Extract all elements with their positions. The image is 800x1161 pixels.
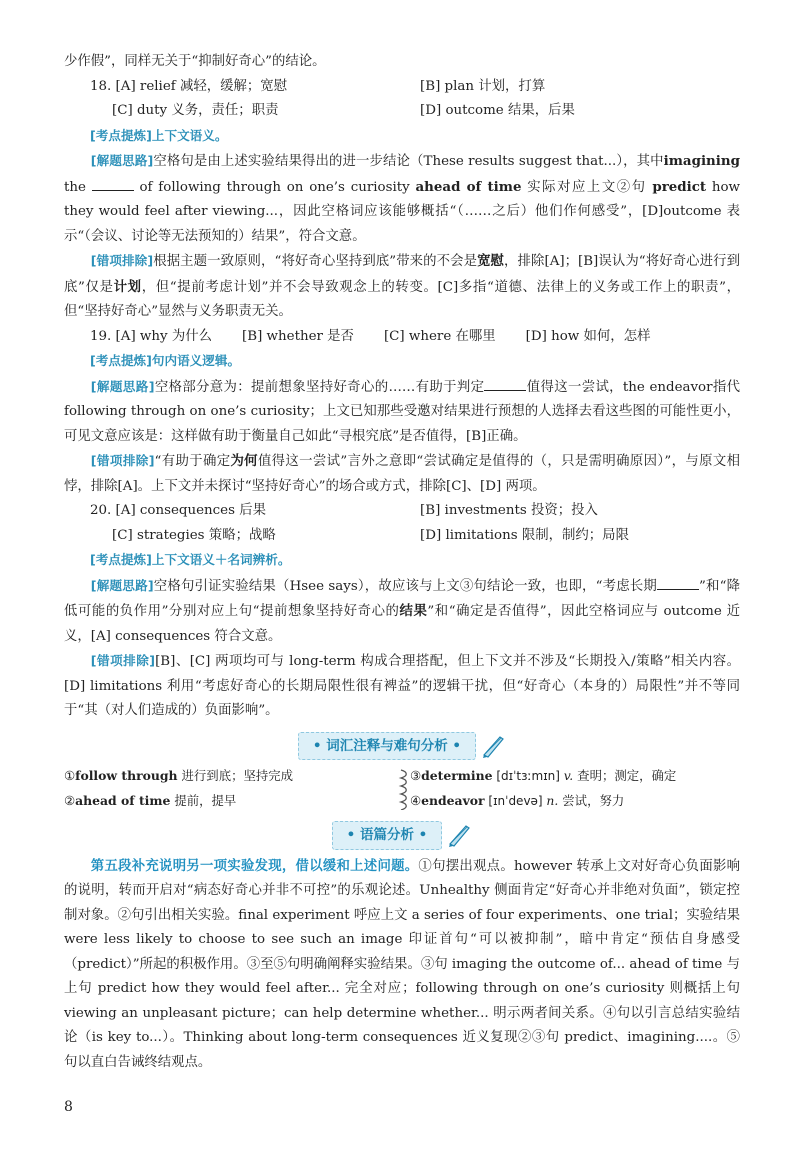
q18-jieti-text-1: 空格句是由上述实验结果得出的进一步结论（These results suggest that...），其中 [153, 154, 664, 169]
q20-jieti-text-2: ”和“降低可能的负作用”分别对应上句“提前想象坚持好奇心的 [64, 578, 740, 619]
vocab-meaning: 进行到底；坚持完成 [177, 768, 294, 783]
q18-cuoxiang-text-2: ，排除[A]；[B]误认为“将好奇心进行到底”仅是 [64, 254, 740, 295]
vocab-num: ② [64, 792, 76, 808]
vocab-ipa: [dɪˈtɜːmɪn] [492, 769, 564, 783]
vocab-col-right [394, 764, 740, 813]
vocab-pos: v. [563, 768, 574, 783]
vocab-word: follow through [75, 768, 178, 783]
tag-kaodian: [考点提炼] [90, 127, 152, 143]
vocab-item-4 [410, 789, 740, 814]
q18-options-row1 [64, 75, 740, 100]
tag-cuoxiang: [错项排除] [90, 253, 154, 268]
tag-cuoxiang: [错项排除] [90, 453, 155, 468]
q19-jieti-text-2: 值得这一尝试，the endeavor指代 following through on one’s curiosity；上文已知那些受邀对结果进行预想的人选择去看这些图的可能性更小，可见文意应该是：这样做有助于衡量自己如此“寻根究底”是否值得，[B]正确。 [64, 379, 741, 444]
q18-jieti-text-2: of following through on one’s curiosity [133, 179, 416, 195]
vocab-banner-title: • 词汇注释与难句分析 • [298, 732, 476, 761]
q19-option-a: 19. [A] why 为什么 [90, 328, 213, 344]
pen-icon [446, 822, 472, 848]
q18-kaodian [64, 124, 740, 150]
q18-jieti-text-4: how they would feel after viewing...，因此空格词应该能够概括“（……之后）他们作何感受”，[D]outcome 表示“（会议、讨论等无法预知的）结果”，符合文意。 [64, 179, 741, 244]
q20-cuoxiang-text: [B]、[C] 两项均可与 long-term 构成合理搭配，但上下文并不涉及“长期投入/策略”相关内容。[D] limitations 利用“考虑好奇心的长期局限性很有裨益”的逻辑干扰，但“好奇心（本身的）局限性”并不等同于“其（对人们造成的）负面影响”。 [64, 654, 740, 718]
q20-option-c: [C] strategies 策略；战略 [112, 527, 276, 543]
q20-kaodian [64, 548, 740, 574]
q20-option-d: [D] limitations 限制，制约；局限 [420, 527, 629, 543]
q18-jieti-text-3: 实际对应上文②句 [521, 179, 653, 195]
vocab-banner [64, 732, 740, 761]
vocab-num: ① [64, 768, 76, 783]
q20-options-row1 [64, 499, 740, 524]
q18-jieti-the: the [64, 179, 92, 195]
q20-jieti-text-3: ”和“确定是否值得”，因此空格词应与 outcome 近义，[A] consequences 符合文意。 [64, 604, 740, 644]
q19-kaodian [64, 349, 740, 375]
q19-blank [484, 378, 526, 391]
intro-line: 少作假”，同样无关于“抑制好奇心”的结论。 [64, 54, 326, 69]
tag-jieti: [解题思路] [90, 153, 154, 168]
q19-option-c: [C] where 在哪里 [383, 328, 496, 344]
vocab-num: ③ [410, 768, 422, 783]
q20-jieti-text-1: 空格句引证实验结果（Hsee says），故应该与上文③句结论一致，也即，“考虑长期 [153, 578, 657, 594]
q18-option-b: [B] plan 计划，打算 [420, 78, 546, 94]
tag-cuoxiang: [错项排除] [90, 653, 156, 668]
tag-jieti: [解题思路] [90, 577, 154, 593]
q18-cuoxiang-text-1: 根据主题一致原则，“将好奇心坚持到底”带来的不会是 [153, 254, 478, 269]
q20-cuoxiang [64, 649, 740, 724]
q20-blank [657, 577, 699, 590]
analysis-lead: 第五段补充说明另一项实验发现，借以缓和上述问题。 [90, 857, 419, 874]
q20-option-b: [B] investments 投资；投入 [420, 503, 598, 518]
vocab-col-left [64, 764, 394, 813]
vocab-item-1 [64, 764, 394, 789]
analysis-paragraph [64, 854, 740, 1076]
q19-cuoxiang-kw: 为何 [230, 453, 258, 469]
q18-jieti-kw-predict: predict [652, 178, 707, 195]
q18-jieti-kw-imagining: imagining [663, 153, 740, 169]
vocab-meaning: 尝试，努力 [558, 792, 625, 808]
q20-option-a: 20. [A] consequences 后果 [90, 503, 266, 518]
q18-cuoxiang [64, 249, 740, 325]
q18-option-d: [D] outcome 结果，后果 [420, 103, 575, 118]
tag-kaodian: [考点提炼] [90, 353, 152, 368]
q18-blank [92, 178, 134, 191]
pen-icon [480, 733, 506, 759]
q18-jieti-kw-ahead: ahead of time [415, 178, 522, 195]
q18-cuoxiang-kw2: 计划 [113, 278, 142, 295]
q19-jieti-text-1: 空格部分意为：提前想象坚持好奇心的……有助于判定 [154, 379, 485, 395]
vocab-word: determine [421, 768, 493, 783]
q18-kaodian-text: 上下文语义。 [151, 127, 228, 143]
q20-options-row2 [64, 524, 740, 549]
tag-kaodian: [考点提炼] [90, 552, 152, 567]
q18-cuoxiang-text-3: ，但“提前考虑计划”并不会导致观念上的转变。[C]多指“道德、法律上的义务或工作上的职责”，但“坚持好奇心”显然与义务职责无关。 [64, 279, 740, 319]
tag-jieti: [解题思路] [90, 378, 155, 394]
q19-options [64, 325, 740, 350]
q19-option-d: [D] how 如何，怎样 [525, 328, 651, 344]
vocab-item-2 [64, 789, 394, 814]
vocab-item-3 [410, 764, 740, 789]
q19-cuoxiang [64, 449, 740, 499]
analysis-body: ①句摆出观点。however 转承上文对好奇心负面影响的说明，转而开启对“病态好奇心并非不可控”的乐观论述。Unhealthy 侧面肯定“好奇心并非绝对负面”，锁定控制对象。②句引出相关实验。final experiment 呼应上文 a series of four experiments、one trial；实验结果 were less likely to choose to see such an image 印证首句“可以被抑制”，暗中肯定“预估自身感受（predict）”所起的积极作用。③至⑤句明确阐释实验结果。③句 imaging the outcome of... ahead of time 与上句 predict how they would feel after... 完全对应；following through on one’s curiosity 则概括上句 viewing an unpleasant picture；can help determine whether... 明示两者间关系。④句以引言总结实验结论（is key to...）。Thinking about long-term consequences 近义复现②③句 predict、imagining....。⑤句以直白告诫终结观点。 [64, 858, 741, 1070]
vocab-num: ④ [410, 792, 422, 808]
q19-cuoxiang-text-2: 值得这一尝试”言外之意即“尝试确定是值得的（，只是需明确原因）”，与原文相悖，排除[A]。上下文并未探讨“坚持好奇心”的场合或方式，排除[C]、[D] 两项。 [64, 454, 740, 494]
vocab-list [64, 764, 740, 813]
analysis-banner [64, 821, 740, 850]
q19-option-b: [B] whether 是否 [242, 328, 354, 344]
q20-kaodian-text: 上下文语义＋名词辨析。 [151, 552, 291, 567]
q19-kaodian-text: 句内语义逻辑。 [151, 353, 241, 368]
q18-option-a: 18. [A] relief 减轻，缓解；宽慰 [90, 78, 288, 94]
vocab-word: ahead of time [75, 792, 171, 808]
spiral-divider-icon [398, 768, 410, 810]
q18-cuoxiang-kw1: 宽慰 [477, 253, 505, 269]
q18-option-c: [C] duty 义务，责任；职责 [112, 103, 279, 118]
q18-options-row2 [64, 99, 740, 124]
vocab-meaning: 查明；测定，确定 [573, 768, 677, 783]
q18-jieti [64, 149, 740, 249]
vocab-word: endeavor [421, 792, 485, 808]
q19-jieti [64, 375, 740, 450]
q20-jieti-kw1: 结果 [399, 603, 428, 619]
vocab-meaning: 提前，提早 [170, 792, 237, 808]
page-content [64, 50, 740, 1075]
page-number: 8 [64, 1099, 73, 1115]
vocab-pos: n. [546, 792, 559, 808]
analysis-banner-title: • 语篇分析 • [332, 821, 443, 850]
vocab-ipa: [ɪnˈdevə] [484, 793, 547, 808]
q20-jieti [64, 574, 740, 650]
q19-cuoxiang-text-1: “有助于确定 [154, 454, 231, 469]
